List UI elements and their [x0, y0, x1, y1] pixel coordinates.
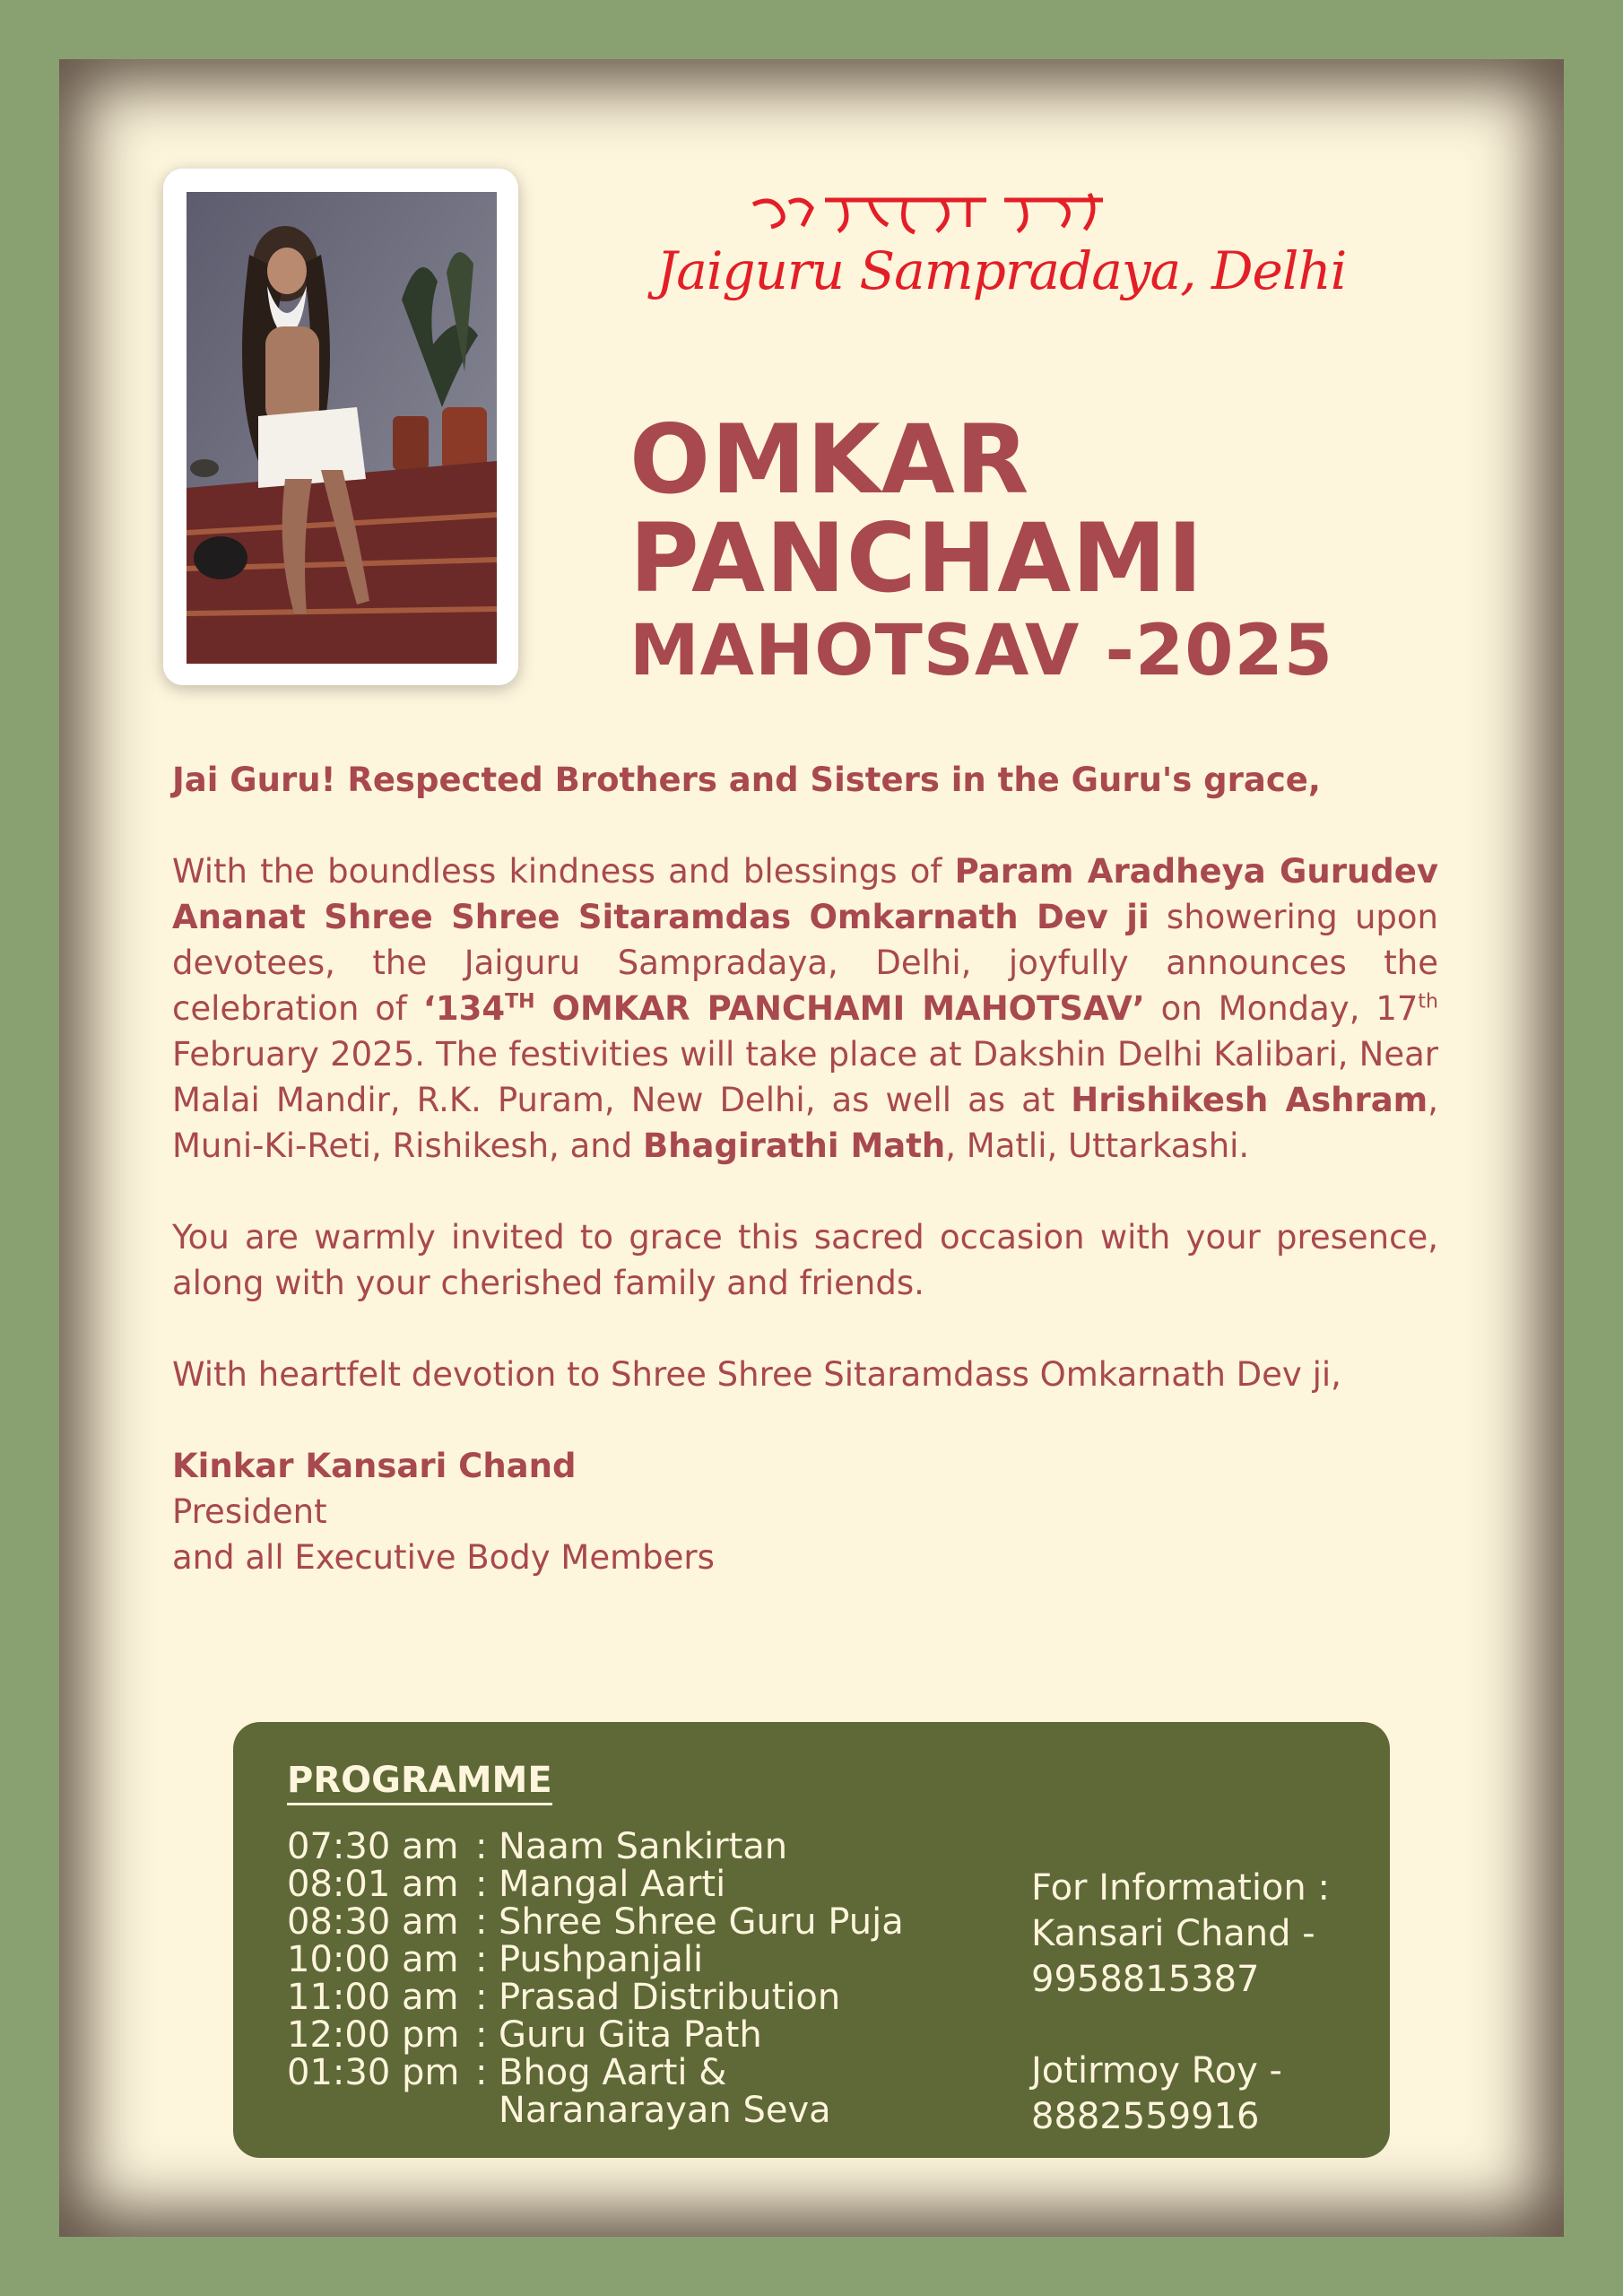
superscript: th: [1418, 990, 1438, 1013]
schedule-time: 07:30 am: [287, 1826, 459, 1867]
paragraph-announcement: [172, 848, 1438, 1169]
event-title: [629, 404, 1334, 694]
schedule-time: 08:30 am: [287, 1901, 459, 1943]
text-span: showering upon devotees, the Jaiguru Sampradaya, Delhi, joyfully announces the celebration of: [172, 898, 1439, 1028]
contact-1-name: Kansari Chand -: [1031, 1913, 1315, 1954]
paragraph-devotion: With heartfelt devotion to Shree Shree Sitaramdass Omkarnath Dev ji,: [172, 1355, 1341, 1394]
separator: :: [475, 1826, 488, 1867]
invitation-card: [59, 59, 1564, 2237]
schedule-time: 01:30 pm: [287, 2052, 460, 2093]
schedule-row: [287, 1903, 904, 1941]
schedule-row: [287, 1828, 904, 1866]
schedule-event: Prasad Distribution: [499, 1977, 841, 2018]
text-span: , Muni-Ki-Reti, Rishikesh, and: [172, 1081, 1438, 1165]
guru-photo-frame: [163, 169, 518, 685]
title-mahotsav: MAHOTSAV -2025: [629, 611, 1334, 691]
gurudev-name: Param Aradheya Gurudev Ananat Shree Shree Sitaramdas Omkarnath Dev ji: [172, 852, 1438, 936]
contact-info: [1031, 1866, 1330, 2140]
guru-portrait-image: [187, 192, 497, 664]
title-omkar: OMKAR: [629, 404, 1030, 515]
schedule-row: [287, 1979, 904, 2016]
guru-photo: [187, 192, 497, 664]
jaiguru-logo: [646, 187, 1347, 339]
schedule-time: 08:01 am: [287, 1864, 459, 1905]
signatory-name: Kinkar Kansari Chand: [172, 1447, 577, 1485]
greeting: Jai Guru! Respected Brothers and Sisters in the Guru's grace,: [172, 761, 1321, 799]
separator: :: [475, 1864, 488, 1905]
schedule-event: Bhog Aarti &: [499, 2052, 727, 2093]
separator: :: [475, 2014, 488, 2056]
schedule-event: Shree Shree Guru Puja: [499, 1901, 904, 1943]
text-span: February 2025. The festivities will take place at Dakshin Delhi Kalibari, Near Malai Mandir, R.K. Puram, New Delhi, as well as at: [172, 1035, 1438, 1119]
event-name-bold: [423, 989, 1145, 1028]
programme-heading: PROGRAMME: [287, 1760, 552, 1805]
text-span: ‘134: [422, 989, 506, 1028]
signatory-members: and all Executive Body Members: [172, 1538, 715, 1577]
schedule-event: Naam Sankirtan: [499, 1826, 788, 1867]
separator: :: [475, 1901, 488, 1943]
schedule-event: Naranarayan Seva: [499, 2090, 831, 2131]
logo-latin-text: Jaiguru Sampradaya, Delhi: [656, 240, 1347, 301]
schedule-time: 10:00 am: [287, 1939, 459, 1980]
programme-box: [233, 1722, 1390, 2158]
paragraph-invitation: You are warmly invited to grace this sacred occasion with your presence, along with your cherished family and friends.: [172, 1218, 1438, 1302]
text-span: With the boundless kindness and blessings of: [172, 852, 955, 891]
schedule-time: 11:00 am: [287, 1977, 459, 2018]
separator: :: [475, 2052, 488, 2093]
programme-schedule: [287, 1828, 904, 2129]
schedule-time: 12:00 pm: [287, 2014, 460, 2056]
venue-bold: Hrishikesh Ashram: [1071, 1081, 1428, 1119]
separator: :: [475, 1977, 488, 2018]
text-span: OMKAR PANCHAMI MAHOTSAV’: [534, 989, 1145, 1028]
schedule-time: [287, 2092, 475, 2129]
schedule-row: [287, 1941, 904, 1979]
schedule-row: [287, 2054, 904, 2092]
schedule-event: Guru Gita Path: [499, 2014, 762, 2056]
signatory-role: President: [172, 1492, 327, 1531]
info-label: For Information :: [1031, 1867, 1330, 1909]
venue-bold: Bhagirathi Math: [642, 1126, 946, 1165]
title-panchami: PANCHAMI: [629, 503, 1204, 613]
spacer: [1031, 2003, 1330, 2048]
separator: :: [475, 1939, 488, 1980]
text-span: , Matli, Uttarkashi.: [945, 1126, 1250, 1165]
contact-2-phone: 8882559916: [1031, 2096, 1260, 2137]
separator: [475, 2092, 499, 2129]
superscript: TH: [505, 990, 535, 1013]
invitation-letter: [172, 757, 1438, 1580]
schedule-event: Mangal Aarti: [499, 1864, 726, 1905]
contact-1-phone: 9958815387: [1031, 1959, 1260, 2000]
schedule-row: [287, 2092, 904, 2129]
schedule-row: [287, 1866, 904, 1903]
contact-2-name: Jotirmoy Roy -: [1031, 2050, 1282, 2092]
schedule-row: [287, 2016, 904, 2054]
text-span: on Monday, 17: [1144, 989, 1419, 1028]
schedule-event: Pushpanjali: [499, 1939, 704, 1980]
